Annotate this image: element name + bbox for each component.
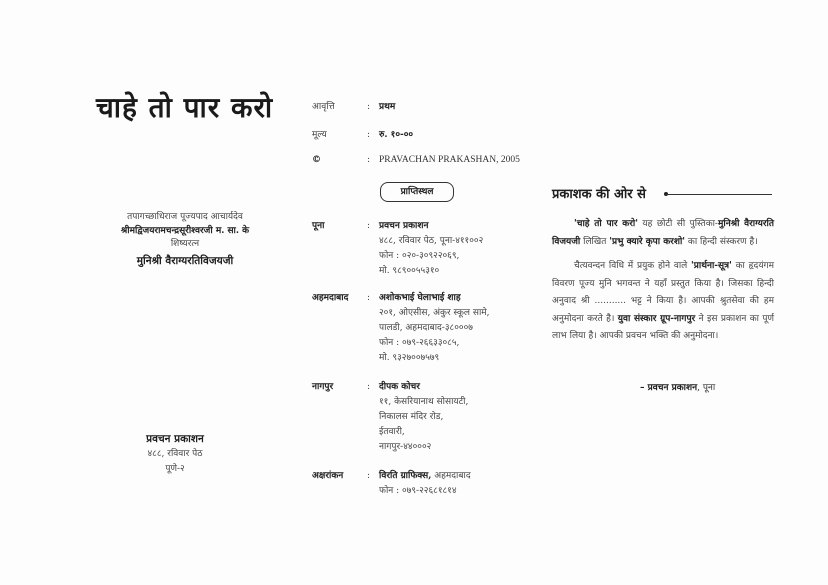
address-line: २०१, ओएसीस, अंकुर स्कूल सामे, — [379, 308, 490, 318]
lineage-line-2: श्रीमद्विजयरामचन्द्रसूरीश्वरजी म. सा. के — [120, 225, 250, 236]
publisher-note-body — [552, 216, 774, 353]
mobile-line: मो. ९३२७००७५७९ — [379, 353, 440, 363]
publisher-name: प्रवचन प्रकाशन — [146, 433, 204, 445]
address-line: निकालस मंदिर रोड, — [379, 412, 444, 422]
price-value: रु. १०-०० — [379, 130, 414, 140]
contact-name: दीपक कोचर — [379, 382, 420, 392]
note-paragraph-2: चैत्यवन्दन विधि में प्रयुक होने वाले 'प्रार्थना-सूत्र' का हृदयंगम विवरण पूज्य मुनि भगवन्त ने यहाँ प्रस्तुत किया है। जिसका हिन्दी अनुवाद श्री ........... भट्ट ने किया है। आपकी श्रुतसेवा की हम अनुमोदना करते है। युवा संस्कार ग्रूप-नागपुर ने इस प्रकाशन का पूर्ण लाभ लिया है। आपकी प्रवचन भक्ति की अनुमोदना। — [552, 261, 774, 341]
colon: : — [367, 293, 371, 303]
location-ahmedabad — [312, 291, 490, 366]
address-line: ४८८, रविवार पेठ, पूना-४११००२ — [379, 236, 484, 246]
copyright-value: PRAVACHAN PRAKASHAN, 2005 — [379, 155, 520, 165]
location-nagpur — [312, 380, 468, 455]
address-line: नागपुर-४४०००२ — [379, 442, 432, 452]
author-mention: मुनिश्री वैराग्यरति विजयजी — [552, 219, 775, 247]
location-pune — [312, 219, 483, 279]
city-label: नागपुर — [312, 382, 334, 392]
address-line: ईतवारी, — [379, 427, 405, 437]
publisher-address-2: पूणे-२ — [165, 464, 185, 474]
book-title-quote: 'चाहे तो पार करो' — [574, 219, 638, 229]
author-lineage — [90, 211, 280, 268]
city-label: अहमदाबाद — [312, 293, 349, 303]
contact-name: अशोकभाई घेलाभाई शाह — [379, 293, 461, 303]
lineage-line-1: तपागच्छाधिराज पूज्यपाद आचार्यदेव — [127, 212, 243, 222]
lineage-line-3: शिष्यरत्न — [170, 239, 200, 249]
contact-name: विरति ग्राफिक्स, — [379, 471, 432, 481]
colon: : — [367, 102, 371, 112]
phone-line: फोन : ०२०-३०९२२०६९, — [379, 251, 460, 261]
copyright-icon: © — [312, 155, 321, 165]
colon: : — [367, 382, 371, 392]
sutra-mention: 'प्रार्थना-सूत्र' — [691, 261, 732, 271]
original-title-quote: 'प्रभु क्यारे कृपा करशो' — [609, 236, 686, 247]
book-title: चाहे तो पार करो — [96, 91, 274, 124]
colon: : — [367, 471, 371, 481]
note-paragraph-1: 'चाहे तो पार करो' यह छोटी सी पुस्तिका-मुनिश्री वैराग्यरति विजयजी लिखित 'प्रभु क्यारे कृपा करशो' का हिन्दी संस्करण है। — [552, 219, 775, 247]
heading-rule — [666, 194, 772, 195]
copyright-row — [312, 155, 520, 165]
availability-heading: प्राप्तिस्थल — [380, 182, 454, 202]
address-line: पालडी, अहमदाबाद-३८०००७ — [379, 323, 473, 333]
city-label: अक्षरांकन — [312, 471, 344, 481]
edition-value: प्रथम — [379, 102, 396, 112]
author-name: मुनिश्री वैराग्यरतिविजयजी — [136, 254, 234, 267]
edition-label: आवृत्ति — [312, 102, 335, 112]
address-line: ११, केसरियानाथ सोसायटी, — [379, 397, 469, 407]
signature-name: प्रवचन प्रकाशन — [647, 383, 698, 393]
publisher-note-heading: प्रकाशक की ओर से — [552, 187, 646, 202]
signature: – प्रवचन प्रकाशन, पूना — [640, 383, 716, 393]
typesetting-credit — [312, 469, 471, 499]
phone-line: फोन : ०७९-२२६८१८१४ — [379, 486, 457, 496]
price-label: मूल्य — [312, 130, 327, 140]
phone-line: फोन : ०७९-२६६३३०८५, — [379, 338, 460, 348]
colon: : — [367, 155, 371, 165]
colon: : — [367, 221, 371, 231]
contact-city: अहमदाबाद — [434, 471, 471, 481]
colon: : — [367, 130, 371, 140]
contact-name: प्रवचन प्रकाशन — [379, 221, 429, 231]
edition-row — [312, 99, 395, 112]
mobile-line: मो. ९८९००५५३१० — [379, 266, 440, 276]
price-row — [312, 127, 413, 140]
signature-place: , पूना — [697, 383, 716, 393]
publisher-block — [110, 432, 240, 477]
publisher-address-1: ४८८, रविवार पेठ — [147, 449, 203, 459]
sponsor-mention: युवा संस्कार ग्रूप-नागपुर — [617, 313, 696, 324]
city-label: पूना — [312, 221, 325, 231]
